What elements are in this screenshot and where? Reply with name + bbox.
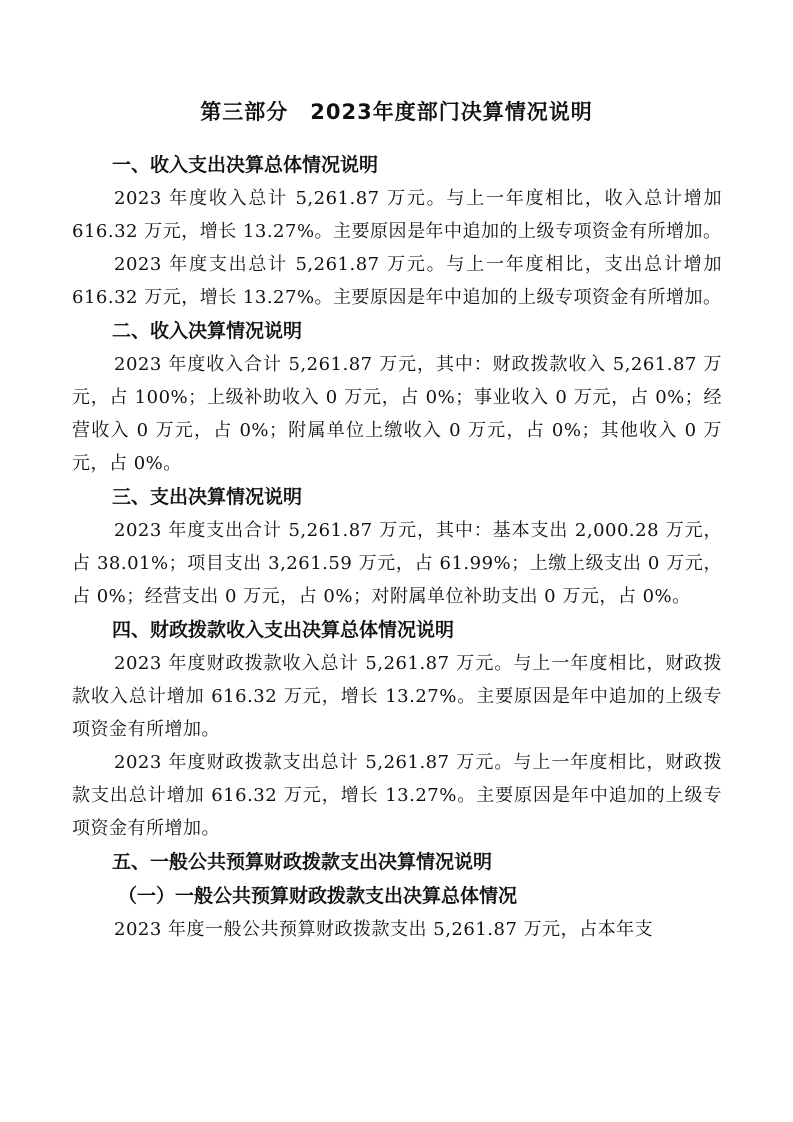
subsection-heading: （一）一般公共预算财政拨款支出决算总体情况 xyxy=(118,885,518,907)
paragraph: 2023 年度财政拨款支出总计 5,261.87 万元。与上一年度相比，财政拨款支出总计增加 616.32 万元，增长 13.27%。主要原因是年中追加的上级专项资金有所增加。 xyxy=(72,752,722,839)
section-heading-5: 五、一般公共预算财政拨款支出决算情况说明 xyxy=(112,851,493,873)
paragraph: 2023 年度支出总计 5,261.87 万元。与上一年度相比，支出总计增加 616.32 万元，增长 13.27%。主要原因是年中追加的上级专项资金有所增加。 xyxy=(72,254,722,308)
section-heading-1: 一、收入支出决算总体情况说明 xyxy=(112,154,379,176)
paragraph: 2023 年度财政拨款收入总计 5,261.87 万元。与上一年度相比，财政拨款收入总计增加 616.32 万元，增长 13.27%。主要原因是年中追加的上级专项资金有所增加。 xyxy=(72,653,722,740)
paragraph: 2023 年度收入合计 5,261.87 万元，其中：财政拨款收入 5,261.87 万元，占 100%；上级补助收入 0 万元，占 0%；事业收入 0 万元，占 0%；经营收入 0 万元，占 0%；附属单位上缴收入 0 万元，占 0%；其他收入 0 万元，占 0%。 xyxy=(72,354,722,474)
document-body xyxy=(72,148,722,946)
paragraph: 2023 年度收入总计 5,261.87 万元。与上一年度相比，收入总计增加 616.32 万元，增长 13.27%。主要原因是年中追加的上级专项资金有所增加。 xyxy=(72,188,722,242)
page-title: 第三部分 2023年度部门决算情况说明 xyxy=(200,100,593,124)
paragraph: 2023 年度支出合计 5,261.87 万元，其中：基本支出 2,000.28 万元，占 38.01%；项目支出 3,261.59 万元，占 61.99%；上缴上级支出 0 万元，占 0%；经营支出 0 万元，占 0%；对附属单位补助支出 0 万元，占 0%。 xyxy=(72,520,722,607)
section-heading-3: 三、支出决算情况说明 xyxy=(112,486,303,508)
section-heading-2: 二、收入决算情况说明 xyxy=(112,320,303,342)
paragraph: 2023 年度一般公共预算财政拨款支出 5,261.87 万元，占本年支 xyxy=(114,919,654,940)
section-heading-4: 四、财政拨款收入支出决算总体情况说明 xyxy=(112,619,455,641)
